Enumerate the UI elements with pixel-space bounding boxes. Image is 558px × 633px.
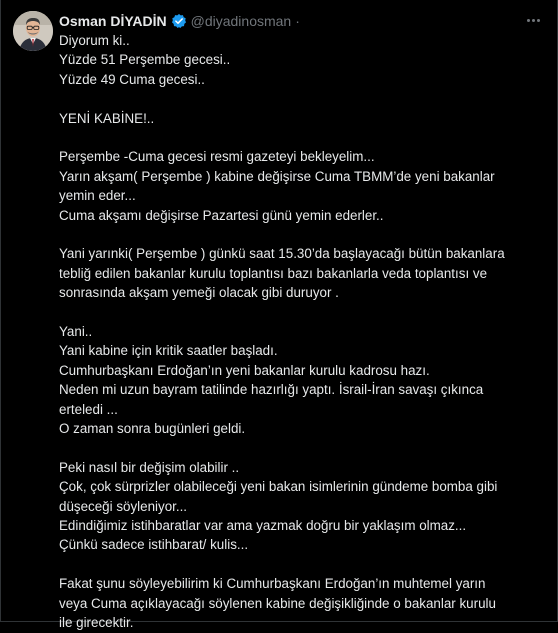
- tweet-header: [59, 11, 300, 31]
- author-avatar[interactable]: [13, 11, 53, 51]
- tweet-line: Fakat şunu söyleyebilirim ki Cumhurbaşkanı Erdoğan’ın muhtemel yarın: [59, 576, 486, 592]
- tweet-line: Cuma akşamı değişirse Pazartesi günü yemin ederler..: [59, 207, 384, 223]
- tweet-line: YENİ KABİNE!..: [59, 110, 155, 126]
- tweet-line: tebliğ edilen bakanlar kurulu toplantısı bazı bakanlarla veda toplantısı ve: [59, 265, 488, 281]
- tweet-line: yemin eder...: [59, 188, 136, 204]
- tweet-line: Yüzde 51 Perşembe gecesi..: [59, 52, 231, 68]
- author-display-name[interactable]: Osman DİYADİN: [59, 13, 167, 29]
- tweet-line: Yüzde 49 Cuma gecesi..: [59, 71, 205, 87]
- tweet-line: ile girecektir.: [59, 615, 134, 631]
- tweet-line: erteledi ...: [59, 401, 118, 417]
- tweet-line: Neden mi uzun bayram tatilinde hazırlığı yaptı. İsrail-İran savaşı çıkınca: [59, 382, 484, 398]
- tweet-line: Cumhurbaşkanı Erdoğan’ın yeni bakanlar kurulu kadrosu hazı.: [59, 362, 430, 378]
- avatar-photo: [13, 11, 53, 51]
- tweet-line-blank: [59, 128, 547, 147]
- tweet-line: Yani..: [59, 324, 93, 340]
- author-handle[interactable]: @diyadinosman: [190, 13, 292, 29]
- tweet-line: Peki nasıl bir değişim olabilir ..: [59, 459, 240, 475]
- tweet-line-blank: [59, 438, 547, 457]
- tweet-line-blank: [59, 225, 547, 244]
- tweet-line-blank: [59, 89, 547, 108]
- tweet-line: Diyorum ki..: [59, 33, 130, 48]
- tweet-line: düşeceği söyleniyor...: [59, 498, 188, 514]
- tweet-line: sonrasında akşam yemeği olacak gibi duruyor .: [59, 285, 339, 301]
- tweet-line-blank: [59, 303, 547, 322]
- tweet-line-blank: [59, 555, 547, 574]
- tweet-line: O zaman sonra bugünleri geldi.: [59, 421, 246, 437]
- tweet-line: Çok, çok sürprizler olabileceği yeni bakan isimlerinin gündeme bomba gibi: [59, 479, 498, 495]
- tweet-line: Yani yarınki( Perşembe ) günkü saat 15.30’da başlayacağı bütün bakanlara: [59, 246, 505, 262]
- tweet-line: veya Cuma açıklayacağı söylenen kabine değişikliğinde o bakanlar kurulu: [59, 595, 496, 611]
- more-options-icon[interactable]: [523, 12, 543, 28]
- tweet-line: Edindiğimiz istihbaratlar var ama yazmak doğru bir yaklaşım olmaz...: [59, 518, 467, 534]
- verified-badge-icon: [171, 13, 187, 29]
- tweet-line: Perşembe -Cuma gecesi resmi gazeteyi bekleyelim...: [59, 149, 375, 165]
- tweet-text: [59, 31, 547, 633]
- tweet-line: Çünkü sadece istihbarat/ kulis...: [59, 537, 249, 553]
- tweet-line: Yani kabine için kritik saatler başladı.: [59, 343, 278, 359]
- handle-separator: ·: [295, 13, 300, 29]
- tweet-line: Yarın akşam( Perşembe ) kabine değişirse Cuma TBMM’de yeni bakanlar: [59, 168, 495, 184]
